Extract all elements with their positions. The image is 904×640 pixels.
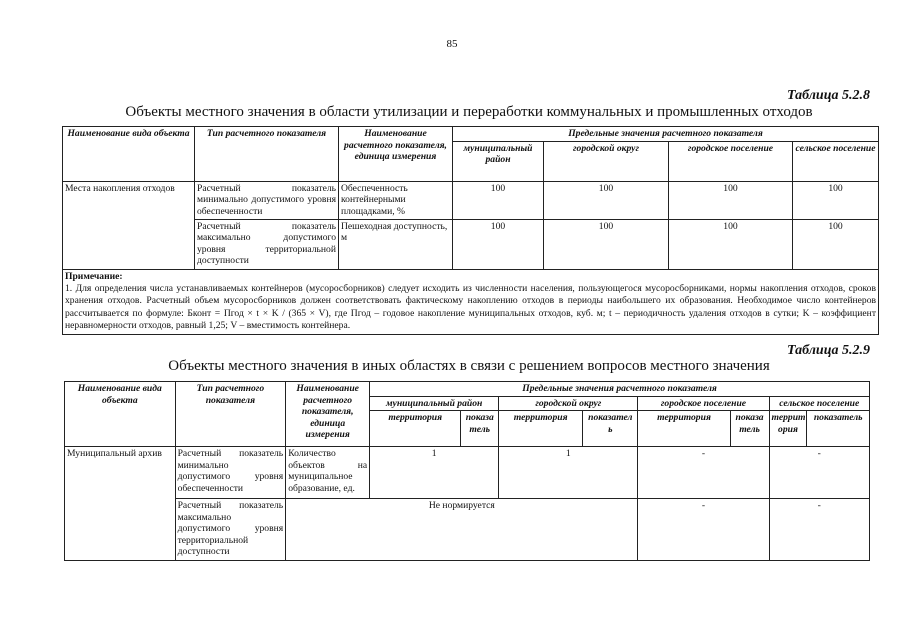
header-object-name: Наименование вида объекта [65,382,176,447]
header-indicator-type: Тип расчетного показателя [195,127,339,182]
cell-object: Места накопления отходов [63,181,195,269]
cell-value: 100 [453,219,544,269]
header-city-district: городской округ [544,141,669,181]
header-urban-settlement: городское поселение [638,396,769,411]
header-limits: Предельные значения расчетного показателя [453,127,879,142]
header-city-district: городской округ [499,396,638,411]
header-indicator-type: Тип расчетного показателя [175,382,286,447]
header-object-name: Наименование вида объекта [63,127,195,182]
cell-not-normalized: Не нормируется [286,499,638,561]
note-text: 1. Для определения числа устанавливаемых контейнеров (мусоросборников) следует исходить из численности населения, пользующегося мусоросборниками, нормы накопления отходов, сроков хранения отходов. Расчетный объем мусоросборников должен соответствовать фактическому накоплению отходов в периоды наибольшего их образования. Необходимое число контейнеров рассчитывается по формуле: Бконт = Пгод × t × K / (365 × V), где Пгод – годовое накопление муниципальных отходов, куб. м; t – периодичность удаления отходов в сутки; K – коэффициент неравномерности отходов, равный 1,25; V – вместимость контейнера. [65,282,877,332]
header-indicator: показа тель [730,411,769,447]
cell-type: Расчетный показатель минимально допустимого уровня обеспеченности [175,447,286,499]
table-5-2-9 [64,381,870,561]
cell-value: 100 [793,181,879,219]
cell-name: Пешеходная доступность, м [339,219,453,269]
cell-value: - [638,499,769,561]
note-label: Примечание: [65,270,123,282]
table-row [65,499,870,561]
header-rural-settlement: сельское поселение [769,396,869,411]
cell-value: 1 [370,447,499,499]
header-indicator-name: Наименование расчетного показателя, единица измерения [286,382,370,447]
table-5-2-9-title: Объекты местного значения в иных областях в связи с решением вопросов местного значения [168,358,770,374]
cell-value: 100 [793,219,879,269]
table-5-2-8 [62,126,879,335]
header-indicator-name: Наименование расчетного показателя, единица измерения [339,127,453,182]
header-municipal-district: муниципальный район [370,396,499,411]
header-limits: Предельные значения расчетного показателя [370,382,870,397]
cell-value: - [769,447,869,499]
cell-value: 100 [544,219,669,269]
header-rural-settlement: сельское поселение [793,141,879,181]
header-territory: территория [638,411,730,447]
header-territory: территория [499,411,583,447]
cell-object: Муниципальный архив [65,447,176,561]
table-5-2-8-caption: Таблица 5.2.8 [787,88,870,103]
page-number: 85 [446,38,458,50]
cell-value: 100 [544,181,669,219]
table-row [65,447,870,499]
cell-value: - [638,447,769,499]
cell-value: 1 [499,447,638,499]
table-5-2-8-title: Объекты местного значения в области утилизации и переработки коммунальных и промышленных отходов [125,104,813,120]
cell-value: - [769,499,869,561]
cell-type: Расчетный показатель минимально допустимого уровня обеспеченности [195,181,339,219]
cell-type: Расчетный показатель максимально допустимого уровня территориальной доступности [195,219,339,269]
header-indicator: показател ь [583,411,638,447]
table-note [63,269,879,334]
cell-value: 100 [453,181,544,219]
header-municipal-district: муниципальный район [453,141,544,181]
header-urban-settlement: городское поселение [669,141,793,181]
table-5-2-9-caption: Таблица 5.2.9 [787,343,870,358]
cell-value: 100 [669,219,793,269]
cell-value: 100 [669,181,793,219]
header-territory: территория [370,411,461,447]
cell-name: Обеспеченность контейнерными площадками, % [339,181,453,219]
cell-type: Расчетный показатель максимально допустимого уровня территориальной доступности [175,499,286,561]
header-territory: террит ория [769,411,807,447]
table-row [63,181,879,219]
header-indicator: показа тель [461,411,499,447]
cell-name: Количество объектов на муниципальное образование, ед. [286,447,370,499]
header-indicator: показатель [807,411,870,447]
